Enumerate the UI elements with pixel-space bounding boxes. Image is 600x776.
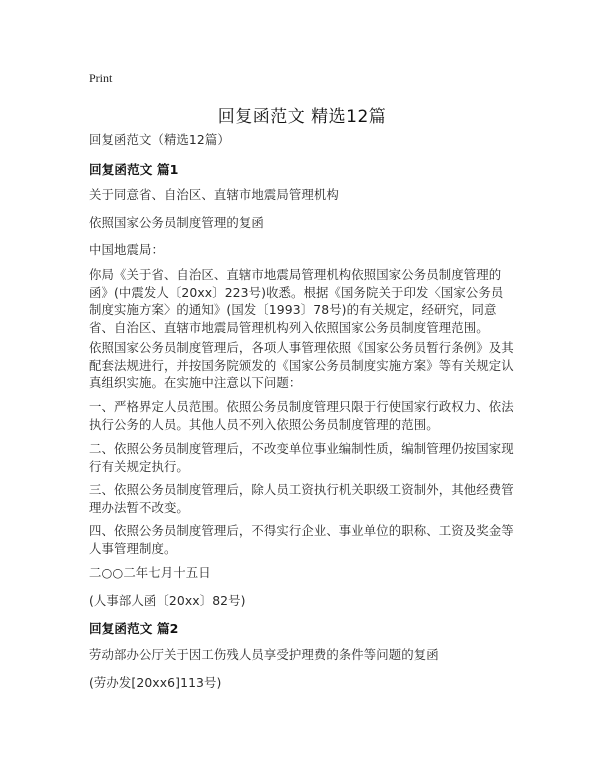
list-item: 四、依照公务员制度管理后，不得实行企业、事业单位的职称、工资及奖金等人事管理制度。 [89, 523, 514, 556]
list-item: 二、依照公务员制度管理后，不改变单位事业编制性质，编制管理仍按国家现行有关规定执行。 [89, 441, 514, 474]
paragraph: 关于同意省、自治区、直辖市地震局管理机构 [89, 187, 339, 202]
print-label[interactable]: Print [89, 71, 113, 85]
page-title: 回复函范文 精选12篇 [217, 107, 387, 127]
paragraph: 依照国家公务员制度管理的复函 [89, 215, 264, 230]
subtitle: 回复函范文（精选12篇） [89, 132, 230, 147]
list-item: 一、严格界定人员范围。依照公务员制度管理只限于行使国家行政权力、依法执行公务的人员。其他人员不列入依照公务员制度管理的范围。 [89, 399, 514, 432]
document-number: (人事部人函〔20xx〕82号) [89, 593, 246, 608]
list-item: 三、依照公务员制度管理后，除人员工资执行机关职级工资制外，其他经费管理办法暂不改变。 [89, 482, 514, 515]
salutation: 中国地震局： [89, 242, 164, 257]
paragraph: 劳动部办公厅关于因工伤残人员享受护理费的条件等问题的复函 [89, 647, 439, 662]
document-number: (劳办发[20xx6]113号) [89, 675, 222, 690]
date: 二○○二年七月十五日 [89, 565, 211, 580]
paragraph: 依照国家公务员制度管理后，各项人事管理依照《国家公务员暂行条例》及其配套法规进行，并按国务院颁发的《国家公务员制度实施方案》等有关规定认真组织实施。在实施中注意以下问题： [89, 340, 514, 390]
section-heading-1: 回复函范文 篇1 [89, 162, 179, 177]
section-heading-2: 回复函范文 篇2 [89, 621, 179, 636]
paragraph: 你局《关于省、自治区、直辖市地震局管理机构依照国家公务员制度管理的函》(中震发人〔20xx〕223号)收悉。根据《国务院关于印发〈国家公务员制度实施方案〉的通知》(国发〔1993〕78号)的有关规定，经研究，同意省、自治区、直辖市地震局管理机构列入依照国家公务员制度管理范围。 [89, 267, 504, 335]
